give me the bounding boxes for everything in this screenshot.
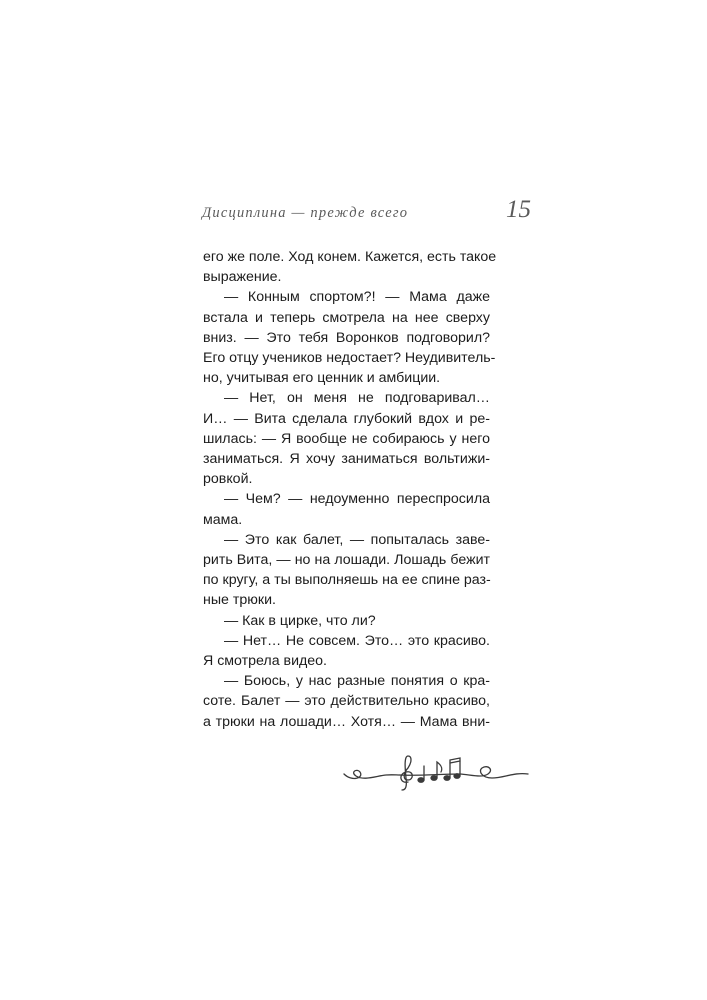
paragraph: [203, 287, 496, 388]
text-line: но, учитывая его ценник и амбиции.: [203, 370, 441, 387]
text-line: по кругу, а ты выполняешь на ее спине раз-: [203, 572, 491, 589]
text-line: Я смотрела видео.: [203, 653, 327, 670]
text-line: — Это как балет, — попыталась заве-: [224, 531, 490, 548]
text-line: рить Вита, — но на лошади. Лошадь бежит: [203, 552, 490, 569]
text-line: ровкой.: [203, 471, 253, 488]
body-text: [203, 247, 497, 732]
music-notes-flourish-icon: [342, 748, 530, 794]
text-line: — Боюсь, у нас разные понятия о кра-: [224, 673, 490, 690]
text-line: соте. Балет — это действительно красиво,: [203, 693, 490, 710]
text-line: встала и теперь смотрела на нее сверху: [203, 309, 490, 326]
running-title: Дисциплина — прежде всего: [202, 205, 409, 221]
paragraph: [203, 388, 490, 489]
text-line: шилась: — Я вообще не собираюсь у него: [203, 430, 490, 447]
text-line: ные трюки.: [203, 592, 276, 609]
text-line: вниз. — Это тебя Воронков подговорил?: [203, 329, 490, 346]
text-line: его же поле. Ход конем. Кажется, есть такое: [203, 249, 497, 265]
page-number: 15: [506, 196, 531, 223]
text-line: — Как в цирке, что ли?: [224, 612, 376, 629]
text-line: — Нет… Не совсем. Это… это красиво.: [224, 632, 490, 649]
paragraph: [203, 247, 497, 287]
text-line: — Конным спортом?! — Мама даже: [224, 289, 490, 306]
text-line: Его отцу учеников недостает? Неудивитель-: [203, 350, 496, 367]
text-line: — Чем? — недоуменно переспросила: [224, 491, 490, 508]
text-line: — Нет, он меня не подговаривал…: [224, 390, 490, 407]
paragraph: [203, 611, 490, 631]
paragraph: [203, 671, 490, 732]
paragraph: [203, 530, 490, 611]
text-line: а трюки на лошади… Хотя… — Мама вни-: [203, 713, 490, 730]
paragraph: [203, 489, 490, 529]
text-line: мама.: [203, 511, 243, 528]
text-line: заниматься. Я хочу заниматься вольтижи-: [203, 451, 490, 468]
text-line: И… — Вита сделала глубокий вдох и ре-: [203, 410, 490, 427]
paragraph: [203, 631, 490, 671]
text-line: выражение.: [203, 269, 282, 286]
